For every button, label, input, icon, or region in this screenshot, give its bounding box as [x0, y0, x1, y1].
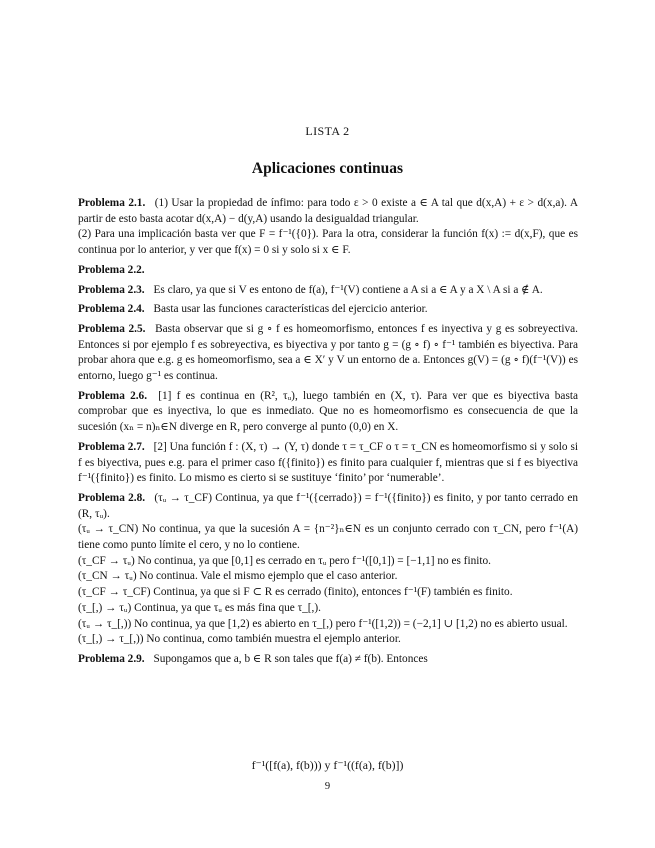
problem-text: Es claro, ya que si V es entono de f(a), f⁻¹(V) contiene a A si a ∈ A y a X \ A si a ∉ A.	[153, 283, 543, 296]
problem-text: (τᵤ → τ_[,)) No continua, ya que [1,2) es abierto en τ_[,) pero f⁻¹([1,2)) = (−2,1] ∪ [1,2) no es abierto usual.	[78, 617, 568, 630]
problem-text: (τ_CN → τᵤ) No continua. Vale el mismo ejemplo que el caso anterior.	[78, 570, 398, 583]
problem-2-8-case-3	[78, 554, 578, 570]
problem-text: Supongamos que a, b ∈ R son tales que f(a) ≠ f(b). Entonces	[153, 652, 428, 665]
problem-text: (τ_[,) → τ_[,)) No continua, como también muestra el ejemplo anterior.	[78, 633, 401, 646]
problem-list	[78, 196, 578, 672]
problem-label: Problema 2.7.	[78, 440, 145, 453]
list-header: LISTA 2	[305, 124, 350, 138]
problem-2-8-case-5	[78, 585, 578, 601]
problem-text: Basta usar las funciones características del ejercicio anterior.	[153, 303, 428, 316]
problem-2-6	[78, 389, 578, 436]
problem-text: (1) Usar la propiedad de ínfimo: para todo ε > 0 existe a ∈ A tal que d(x,A) + ε > d(x,a). A partir de esto basta acotar d(x,A) − d(y,A) usando la desigualdad triangular.	[78, 197, 579, 225]
problem-label: Problema 2.6.	[78, 389, 148, 402]
problem-text: (τᵤ → τ_CF) Continua, ya que f⁻¹({cerrado}) = f⁻¹({finito}) es finito, y por tanto cerrado en (R, τᵤ).	[78, 491, 578, 520]
section-title: Aplicaciones continuas	[251, 160, 404, 177]
problem-label: Problema 2.3.	[78, 283, 145, 296]
problem-text: (τ_[,) → τᵤ) Continua, ya que τᵤ es más fina que τ_[,).	[78, 601, 321, 614]
problem-label: Problema 2.4.	[78, 303, 145, 316]
problem-text: (τᵤ → τ_CN) No continua, ya que la sucesión A = {n⁻²}ₙ∈N es un conjunto cerrado con τ_CN, pero f⁻¹(A) tiene como punto límite el cero, y no lo contiene.	[78, 523, 578, 552]
problem-2-8-case-6	[78, 601, 578, 617]
problem-2-5	[78, 322, 578, 385]
problem-2-8-case-4	[78, 569, 578, 585]
problem-text: [1] f es continua en (R², τᵤ), luego también en (X, τ). Para ver que es biyectiva basta comprobar que es inyectiva, lo que es inmediato. Que no es homeomorfismo es consecuencia de que la sucesión (xₙ = n)ₙ∈N diverge en R, pero converge al punto (0,0) en X.	[78, 389, 578, 434]
display-formula: f⁻¹([f(a), f(b))) y f⁻¹((f(a), f(b)])	[251, 758, 404, 772]
problem-label: Problema 2.1.	[78, 197, 146, 209]
page-number: 9	[324, 781, 331, 792]
problem-text: (2) Para una implicación basta ver que F = f⁻¹({0}). Para la otra, considerar la función f(x) := d(x,F), que es continua por lo anterior, y ver que f(x) = 0 si y solo si x ∈ F.	[78, 228, 578, 257]
problem-2-1-part-2	[78, 227, 578, 258]
problem-label: Problema 2.5.	[78, 322, 146, 335]
problem-2-8-case-8	[78, 632, 578, 648]
problem-text: (τ_CF → τᵤ) No continua, ya que [0,1] es cerrado en τᵤ pero f⁻¹([0,1]) = [−1,1] no es finito.	[78, 554, 491, 567]
problem-label: Problema 2.2.	[78, 263, 145, 276]
problem-2-8-case-2	[78, 522, 578, 553]
problem-2-3	[78, 283, 578, 299]
problem-label: Problema 2.8.	[78, 491, 146, 504]
problem-2-1-part-1	[78, 196, 578, 227]
problem-text: (τ_CF → τ_CF) Continua, ya que si F ⊂ R es cerrado (finito), entonces f⁻¹(F) también es finito.	[78, 586, 513, 599]
problem-2-4	[78, 302, 578, 318]
problem-text: [2] Una función f : (X, τ) → (Y, τ) donde τ = τ_CF o τ = τ_CN es homeomorfismo si y solo si f es biyectiva, pues e.g. para el primer caso f({finito}) es finito para cualquier f, mientras que si f es biyectiva f⁻¹({finito}) es finito. Lo mismo es cierto si se sustituye ‘finito’ por ‘numerable’.	[78, 440, 578, 485]
problem-2-7	[78, 440, 578, 487]
problem-2-9	[78, 652, 578, 668]
problem-2-8-case-1	[78, 491, 578, 522]
problem-text: Basta observar que si g ∘ f es homeomorfismo, entonces f es inyectiva y g es sobreyectiva. Entonces si por ejemplo f es sobreyectiva, es biyectiva y por tanto g = (g ∘ f) ∘ f⁻¹ también es biyectiva. Para probar ahora que e.g. g es homeomorfismo, sea a ∈ X′ y V un entorno de a. Entonces g(V) = (g ∘ f)(f⁻¹(V)) es entorno, luego g⁻¹ es continua.	[78, 322, 578, 383]
problem-label: Problema 2.9.	[78, 652, 145, 665]
problem-2-2	[78, 263, 578, 279]
problem-2-8-case-7	[78, 617, 578, 633]
